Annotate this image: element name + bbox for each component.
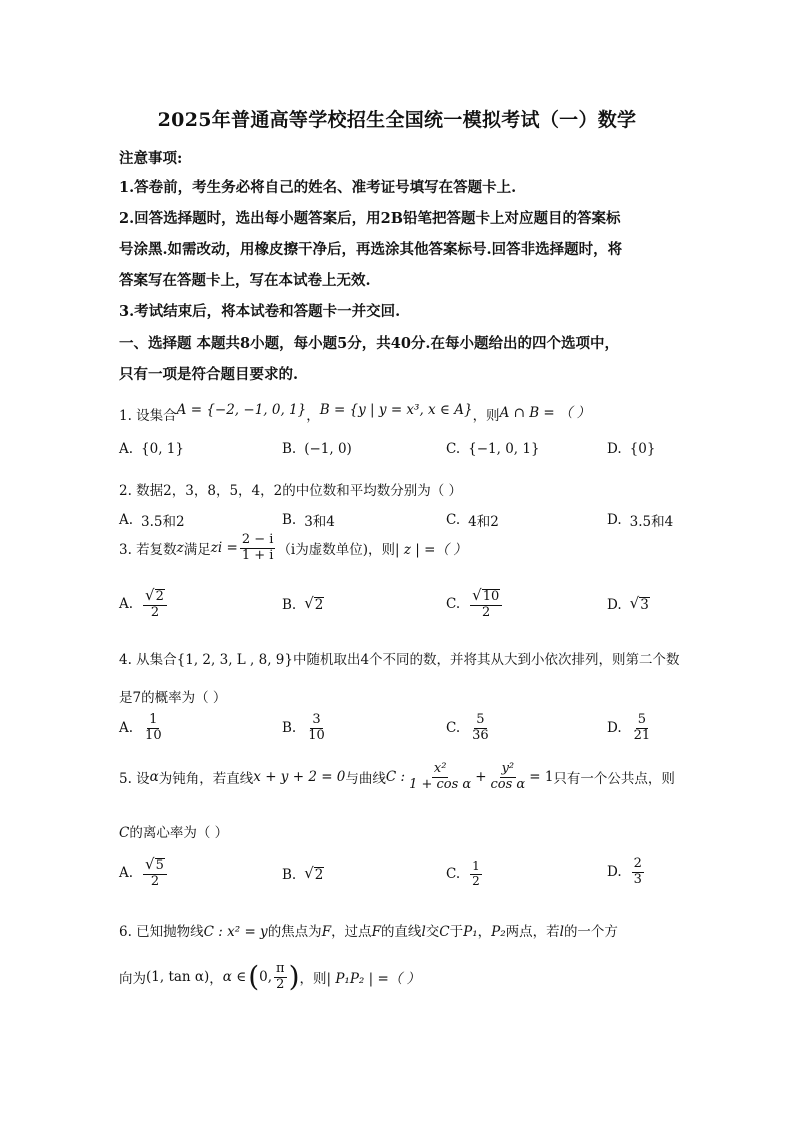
notice-item-3: 3.考试结束后，将本试卷和答题卡一并交回. — [119, 303, 401, 320]
section-1-line-1: 一、选择题 本题共8小题，每小题5分，共40分.在每小题给出的四个选项中， — [119, 335, 619, 352]
q5-option-c[interactable]: C. $\frac{1}{2}$ — [446, 859, 480, 888]
q1-option-c[interactable]: C. {−1, 0, 1} — [446, 441, 540, 457]
q4-option-a[interactable]: A. $\frac{1}{10}$ — [119, 712, 162, 743]
q1-ask: A ∩ B = （ ） — [499, 405, 591, 421]
q3-option-b[interactable]: B. √ 2 — [282, 594, 324, 613]
q2-option-c[interactable]: C. 4和2 — [446, 512, 499, 530]
exam-title: 2025年普通高等学校招生全国统一模拟考试（一）数学 — [157, 109, 637, 131]
q5-option-a[interactable]: A. √ 5 2 — [119, 857, 169, 890]
question-5-line-2: C的离心率为（ ） — [119, 825, 229, 841]
set-b: B = {y | y = x³, x ∈ A} — [319, 402, 473, 418]
q1-option-d[interactable]: D. {0} — [607, 441, 656, 457]
q2-option-b[interactable]: B. 3和4 — [282, 512, 335, 530]
notice-heading: 注意事项: — [119, 150, 183, 167]
sqrt-icon: √ 2 — [304, 594, 324, 613]
q3-option-a[interactable]: A. √ 2 2 — [119, 588, 169, 621]
q4-option-b[interactable]: B. $\frac{3}{10}$ — [282, 712, 325, 743]
q3-option-c[interactable]: C. √ 10 2 — [446, 588, 504, 621]
question-1-stem: 1. 设集合A = {−2, −1, 0, 1}，B = {y | y = x³, x ∈ A}，则A ∩ B = （ ） — [119, 402, 591, 424]
question-6-line-1: 6. 已知抛物线C : x² = y的焦点为F，过点F的直线l交C于P₁，P₂两点，若l的一个方 — [119, 924, 618, 940]
q3-fraction: $\frac{2 - i}{1 + i}$ — [241, 532, 274, 563]
question-4-line-2: 是7的概率为（ ） — [119, 690, 227, 706]
notice-item-2-line-3: 答案写在答题卡上，写在本试卷上无效. — [119, 272, 371, 289]
q4-option-d[interactable]: D. $\frac{5}{21}$ — [607, 712, 651, 743]
left-paren-icon: ( — [248, 960, 260, 994]
notice-item-1: 1.答卷前，考生务必将自己的姓名、准考证号填写在答题卡上. — [119, 179, 517, 196]
q2-option-a[interactable]: A. 3.5和2 — [119, 512, 185, 530]
q2-option-d[interactable]: D. 3.5和4 — [607, 512, 674, 530]
q3-option-d[interactable]: D. √ 3 — [607, 594, 649, 613]
q4-option-c[interactable]: C. $\frac{5}{36}$ — [446, 712, 489, 743]
sqrt-icon: √ 10 — [472, 586, 500, 604]
sqrt-icon: √ 5 — [145, 855, 164, 873]
question-6-line-2: 向为 (1, tan α) ， α ∈ ( 0, $\frac{\pi}{2}$ ) ，则 | P₁P₂ | =（ ） — [119, 960, 421, 994]
sqrt-icon: √ 2 — [145, 586, 164, 604]
notice-item-2-line-1: 2.回答选择题时，选出每小题答案后，用2B铅笔把答题卡上对应题目的答案标 — [119, 210, 621, 227]
question-3-stem: 3. 若复数 z 满足 zi = $\frac{2 - i}{1 + i}$ （i为虚数单位)，则 | z | =（ ） — [119, 532, 467, 563]
right-paren-icon: ) — [288, 960, 300, 994]
question-2-stem: 2. 数据2，3，8，5，4，2的中位数和平均数分别为（ ） — [119, 483, 462, 499]
q1-option-a[interactable]: A. {0, 1} — [119, 441, 184, 457]
set-a: A = {−2, −1, 0, 1} — [176, 402, 307, 418]
q5-option-d[interactable]: D. $\frac{2}{3}$ — [607, 856, 642, 887]
section-1-line-2: 只有一项是符合题目要求的. — [119, 366, 299, 383]
question-4-line-1: 4. 从集合{1, 2, 3, L , 8, 9}中随机取出4个不同的数，并将其从大到小依次排列，则第二个数 — [119, 652, 680, 668]
q5-option-b[interactable]: B. √ 2 — [282, 864, 324, 883]
notice-item-2-line-2: 号涂黑.如需改动，用橡皮擦干净后，再选涂其他答案标号.回答非选择题时，将 — [119, 241, 623, 258]
sqrt-icon: √ 2 — [304, 864, 324, 883]
question-5-line-1: 5. 设 α 为钝角，若直线 x + y + 2 = 0 与曲线 C : $\frac{\text{x²}}{\text{1 + cos α}}$ + $\frac{\text{y²}}{\text{cos α}}$ = 1 只有一个公共点，则 — [119, 761, 675, 792]
sqrt-icon: √ 3 — [629, 594, 649, 613]
q1-option-b[interactable]: B. (−1, 0) — [282, 441, 352, 457]
